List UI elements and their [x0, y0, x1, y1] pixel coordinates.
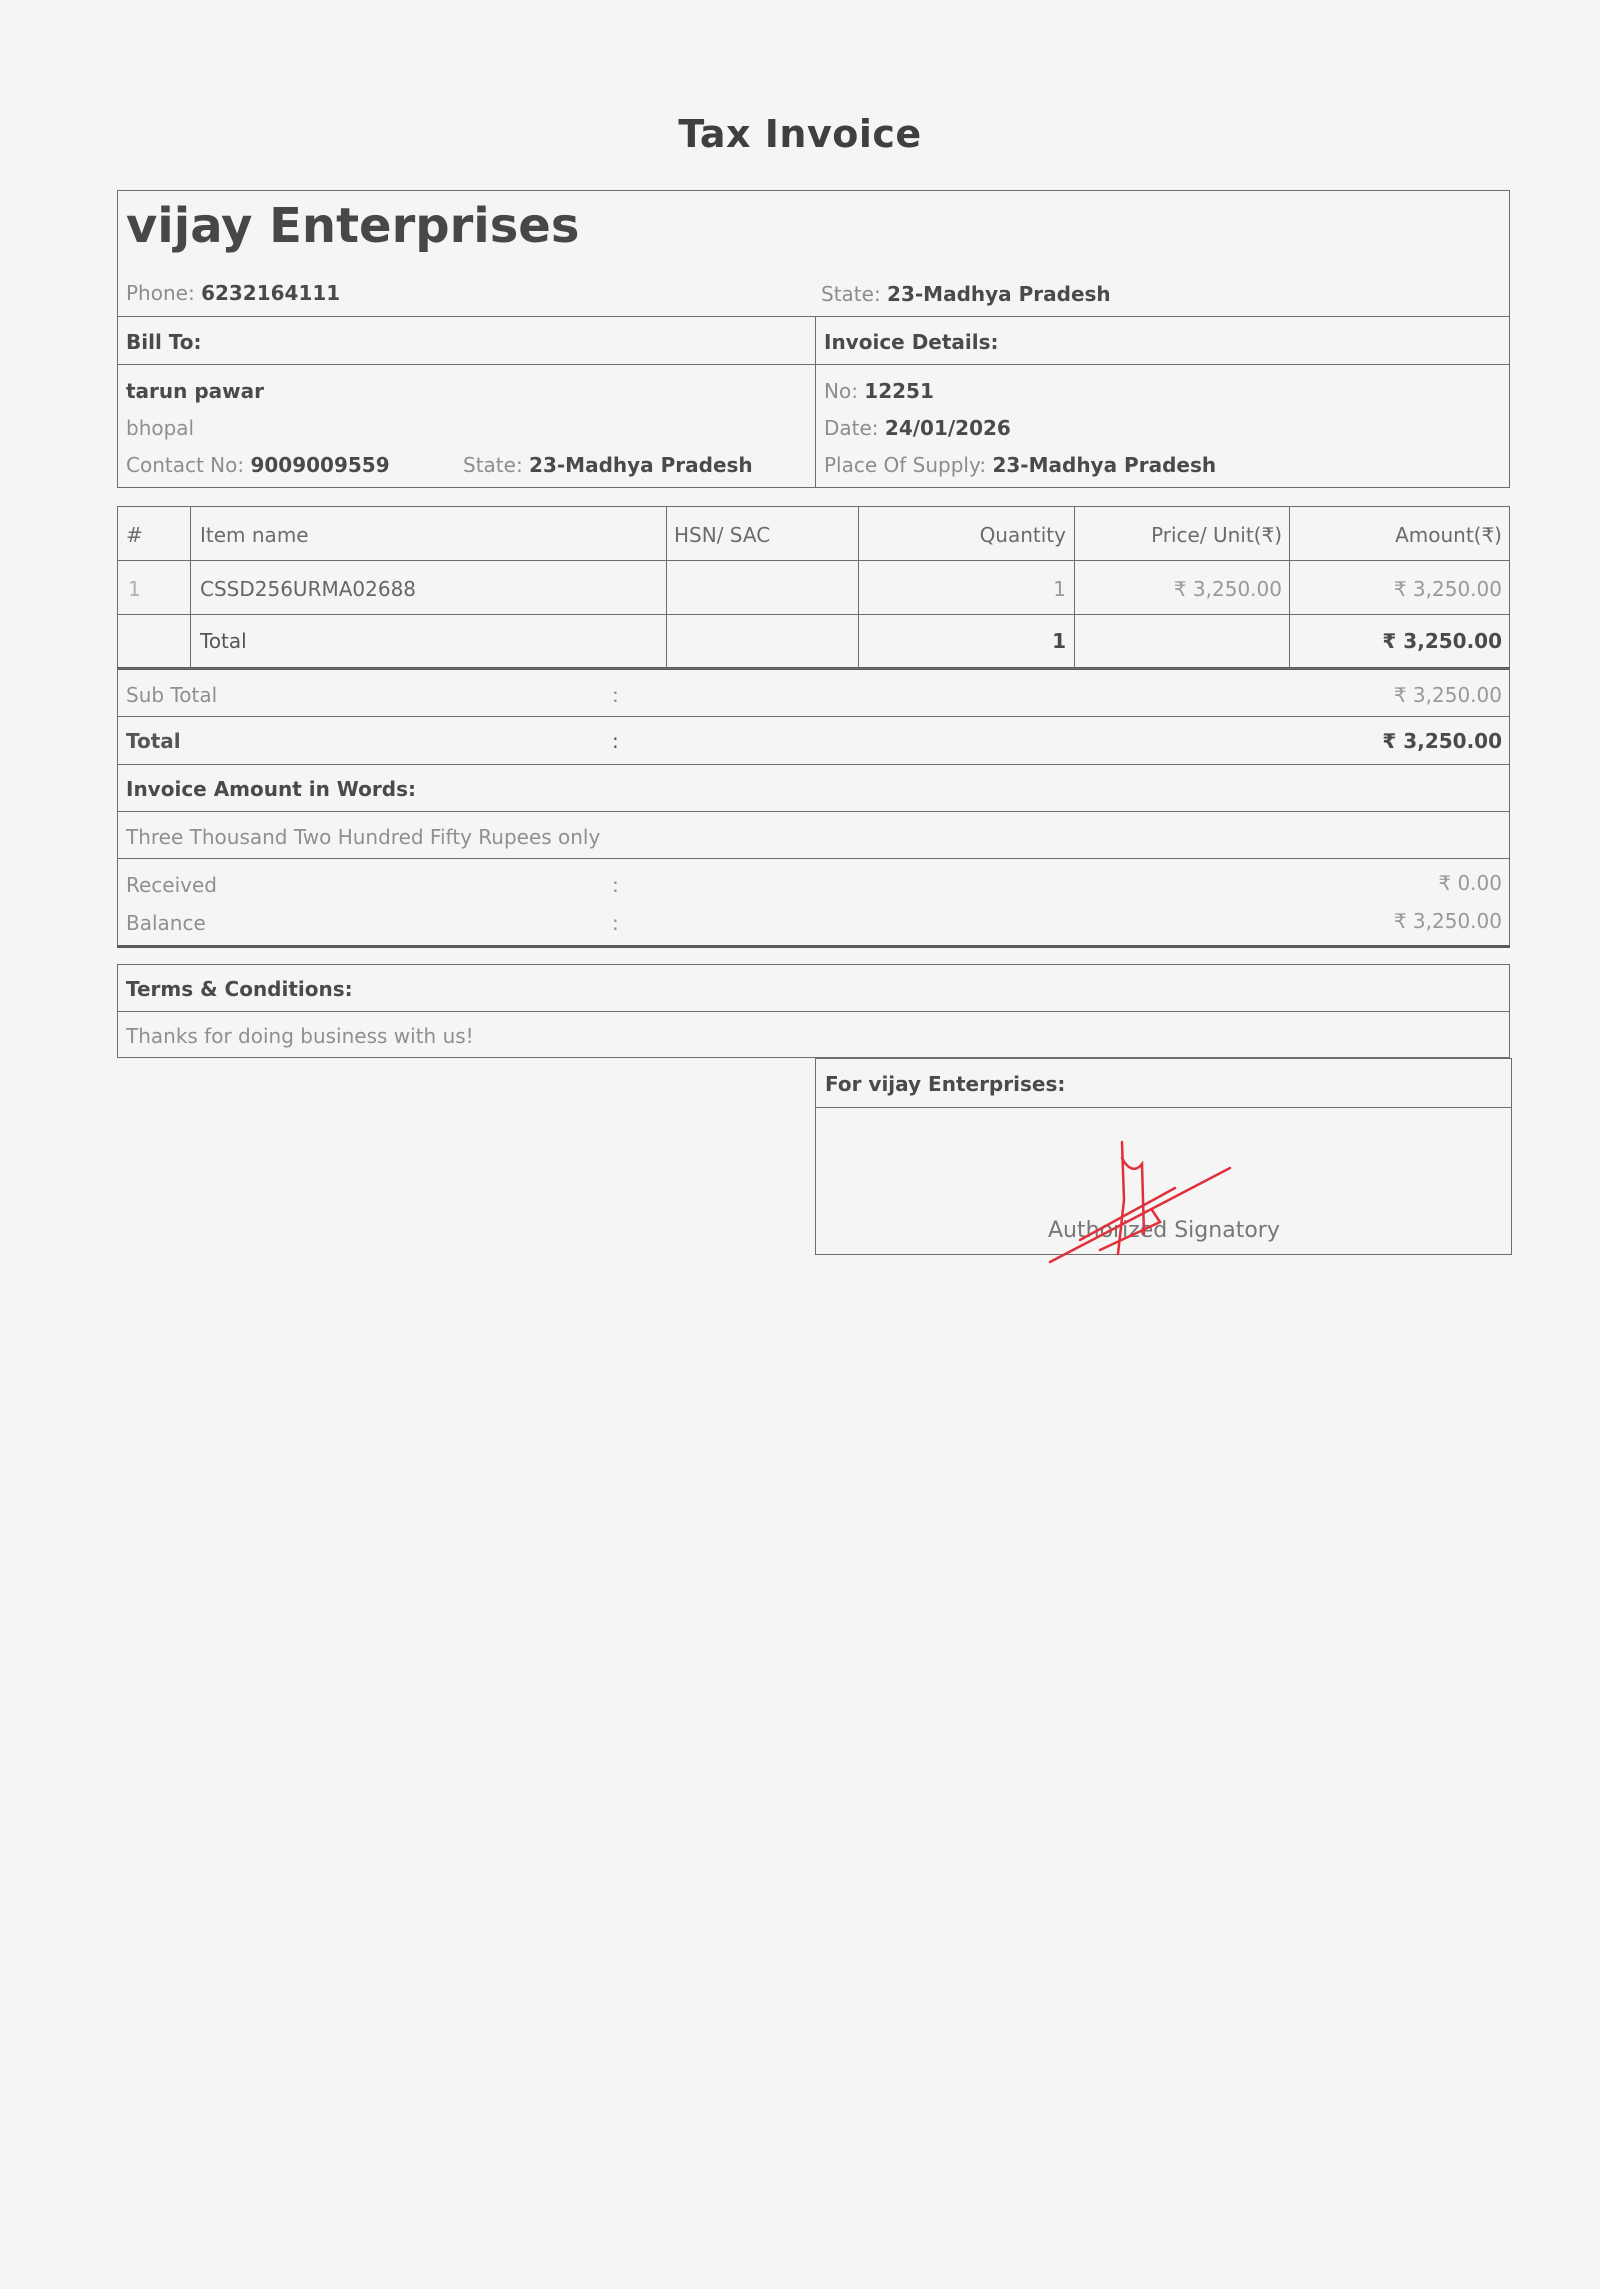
bill-to-state-label: State:	[463, 453, 523, 477]
invoice-details-header: Invoice Details:	[824, 330, 999, 354]
signature-stroke	[1080, 1188, 1175, 1240]
table-total-quantity: 1	[1052, 629, 1066, 653]
balance-colon: :	[612, 911, 619, 935]
bill-to-city: bhopal	[126, 416, 195, 440]
table-row-divider	[117, 560, 1510, 561]
signature-strokes	[1050, 1142, 1230, 1262]
divider	[117, 858, 1510, 859]
bill-to-contact-value: 9009009559	[250, 453, 390, 477]
divider	[117, 764, 1510, 765]
bill-to-name: tarun pawar	[126, 379, 265, 403]
column-header-item-name: Item name	[200, 523, 309, 547]
summary-bottom-divider	[117, 945, 1510, 948]
sub-total-value: ₹ 3,250.00	[1393, 683, 1502, 707]
invoice-date-label: Date:	[824, 416, 879, 440]
total-colon: :	[612, 729, 619, 753]
bill-to-contact-label: Contact No:	[126, 453, 245, 477]
column-header-quantity: Quantity	[979, 523, 1066, 547]
bill-to-header: Bill To:	[126, 330, 202, 354]
received-label: Received	[126, 873, 217, 897]
bill-to-state	[463, 453, 753, 477]
invoice-date	[824, 416, 1011, 440]
table-row-divider	[117, 614, 1510, 615]
terms-text: Thanks for doing business with us!	[126, 1024, 474, 1048]
divider	[117, 1011, 1510, 1012]
balance-label: Balance	[126, 911, 206, 935]
divider	[117, 811, 1510, 812]
company-phone-label: Phone:	[126, 281, 195, 305]
document-title: Tax Invoice	[678, 112, 922, 156]
authorized-signatory-label: Authorized Signatory	[1048, 1218, 1280, 1243]
company-phone	[126, 281, 340, 305]
terms-header: Terms & Conditions:	[126, 977, 353, 1001]
place-of-supply	[824, 453, 1216, 477]
invoice-date-value: 24/01/2026	[884, 416, 1011, 440]
sub-total-label: Sub Total	[126, 683, 218, 707]
item-index: 1	[128, 577, 141, 601]
bill-to-contact	[126, 453, 390, 477]
item-quantity: 1	[1053, 577, 1066, 601]
divider	[117, 316, 1510, 317]
divider	[815, 316, 816, 488]
column-header-amount: Amount(₹)	[1395, 523, 1502, 547]
signature-stroke	[1050, 1168, 1230, 1262]
table-total-amount: ₹ 3,250.00	[1382, 629, 1502, 653]
received-colon: :	[612, 873, 619, 897]
summary-box	[117, 668, 1510, 948]
total-value: ₹ 3,250.00	[1382, 729, 1502, 753]
signature-header: For vijay Enterprises:	[825, 1072, 1066, 1096]
amount-in-words: Three Thousand Two Hundred Fifty Rupees only	[126, 825, 601, 849]
invoice-number-value: 12251	[864, 379, 934, 403]
column-divider	[190, 506, 191, 670]
company-state	[821, 282, 1111, 306]
place-of-supply-label: Place Of Supply:	[824, 453, 987, 477]
table-total-label: Total	[200, 629, 247, 653]
handwritten-signature	[1010, 1130, 1250, 1270]
divider	[815, 1107, 1512, 1108]
bill-to-state-value: 23-Madhya Pradesh	[529, 453, 753, 477]
column-divider	[666, 506, 667, 670]
company-phone-value: 6232164111	[201, 281, 341, 305]
invoice-number	[824, 379, 934, 403]
item-price-unit: ₹ 3,250.00	[1173, 577, 1282, 601]
divider	[117, 364, 1510, 365]
column-header-hsn-sac: HSN/ SAC	[674, 523, 771, 547]
company-state-value: 23-Madhya Pradesh	[887, 282, 1111, 306]
column-header-index: #	[126, 523, 143, 547]
received-value: ₹ 0.00	[1438, 871, 1502, 895]
item-amount: ₹ 3,250.00	[1393, 577, 1502, 601]
invoice-number-label: No:	[824, 379, 858, 403]
company-name: vijay Enterprises	[126, 198, 580, 254]
column-header-price-unit: Price/ Unit(₹)	[1151, 523, 1282, 547]
place-of-supply-value: 23-Madhya Pradesh	[992, 453, 1217, 477]
sub-total-colon: :	[612, 683, 619, 707]
divider	[117, 716, 1510, 717]
total-label: Total	[126, 729, 181, 753]
balance-value: ₹ 3,250.00	[1393, 909, 1502, 933]
company-state-label: State:	[821, 282, 881, 306]
amount-in-words-header: Invoice Amount in Words:	[126, 777, 416, 801]
item-name: CSSD256URMA02688	[200, 577, 417, 601]
